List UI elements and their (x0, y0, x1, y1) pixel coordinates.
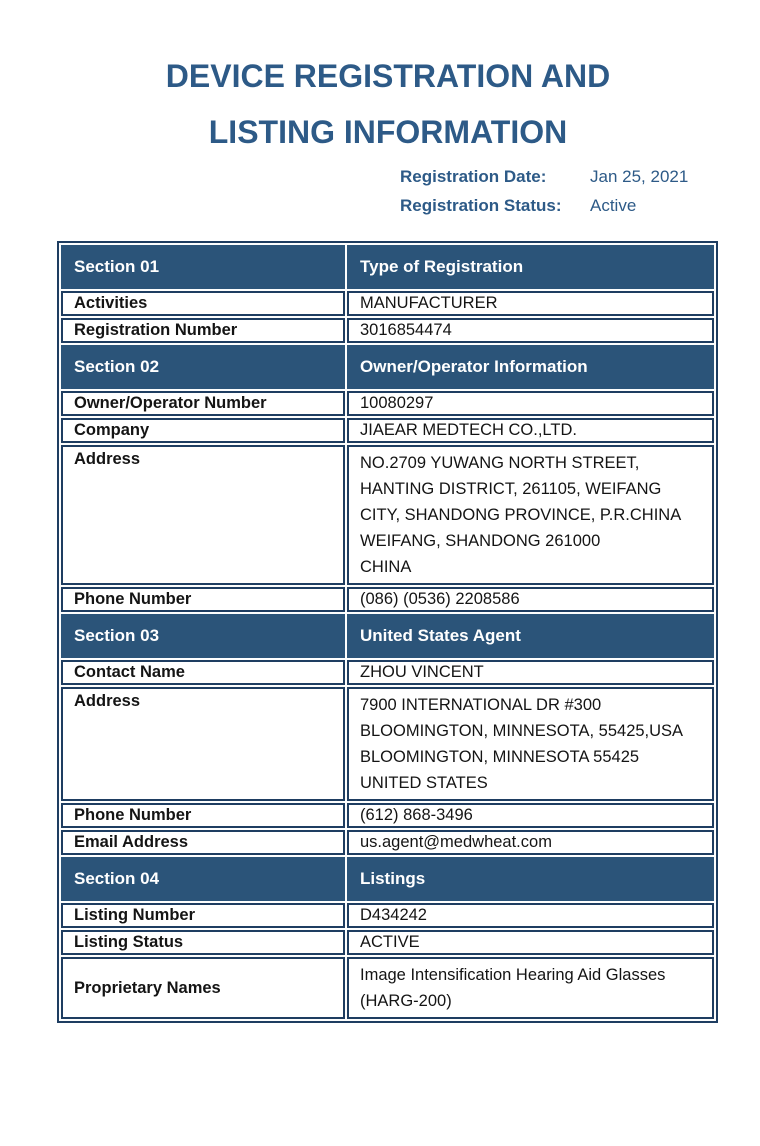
row-value (347, 687, 714, 801)
row-value: 10080297 (347, 391, 714, 416)
value-line: NO.2709 YUWANG NORTH STREET, (360, 454, 640, 472)
table-row (61, 445, 714, 585)
value-line: Image Intensification Hearing Aid Glasses (360, 966, 666, 984)
row-label: Phone Number (61, 803, 345, 828)
registration-date-row (400, 162, 760, 191)
section-header-row (61, 345, 714, 389)
section-title: Owner/Operator Information (347, 345, 714, 389)
value-line: BLOOMINGTON, MINNESOTA, 55425,USA (360, 722, 684, 740)
value-line: CITY, SHANDONG PROVINCE, P.R.CHINA (360, 506, 682, 524)
table-row (61, 687, 714, 801)
registration-status-row (400, 191, 760, 220)
row-value: JIAEAR MEDTECH CO.,LTD. (347, 418, 714, 443)
page-title-line2: LISTING INFORMATION (208, 114, 568, 150)
registration-status-value: Active (590, 196, 637, 215)
row-label: Address (61, 445, 345, 585)
row-label: Contact Name (61, 660, 345, 685)
section-title: Listings (347, 857, 714, 901)
row-value: (086) (0536) 2208586 (347, 587, 714, 612)
section-number: Section 01 (61, 245, 345, 289)
row-label: Email Address (61, 830, 345, 855)
table-row (61, 830, 714, 855)
row-value: ACTIVE (347, 930, 714, 955)
section-title: United States Agent (347, 614, 714, 658)
table-row (61, 660, 714, 685)
row-label: Proprietary Names (61, 957, 345, 1019)
registration-table-body (61, 245, 714, 1019)
row-label: Activities (61, 291, 345, 316)
row-value: ZHOU VINCENT (347, 660, 714, 685)
registration-meta (400, 162, 760, 220)
value-line: WEIFANG, SHANDONG 261000 (360, 532, 601, 550)
table-row (61, 587, 714, 612)
row-label: Phone Number (61, 587, 345, 612)
row-label: Company (61, 418, 345, 443)
page-title-line1: DEVICE REGISTRATION AND (165, 58, 611, 94)
table-row (61, 291, 714, 316)
section-header-row (61, 614, 714, 658)
row-label: Owner/Operator Number (61, 391, 345, 416)
value-line: BLOOMINGTON, MINNESOTA 55425 (360, 748, 640, 766)
row-label: Listing Status (61, 930, 345, 955)
value-line: UNITED STATES (360, 774, 488, 792)
section-number: Section 04 (61, 857, 345, 901)
table-row (61, 957, 714, 1019)
table-row (61, 418, 714, 443)
page-title (58, 0, 718, 160)
row-value: us.agent@medwheat.com (347, 830, 714, 855)
value-line: HANTING DISTRICT, 261105, WEIFANG (360, 480, 662, 498)
row-value: 3016854474 (347, 318, 714, 343)
registration-date-value: Jan 25, 2021 (590, 167, 689, 186)
table-row (61, 803, 714, 828)
row-label: Listing Number (61, 903, 345, 928)
row-value: D434242 (347, 903, 714, 928)
section-number: Section 03 (61, 614, 345, 658)
section-title: Type of Registration (347, 245, 714, 289)
value-line: (HARG-200) (360, 992, 452, 1010)
registration-status-label: Registration Status: (400, 196, 562, 215)
section-header-row (61, 245, 714, 289)
table-row (61, 391, 714, 416)
row-label: Address (61, 687, 345, 801)
value-line: CHINA (360, 558, 412, 576)
registration-date-label: Registration Date: (400, 167, 547, 186)
section-header-row (61, 857, 714, 901)
value-line: 7900 INTERNATIONAL DR #300 (360, 696, 602, 714)
table-row (61, 903, 714, 928)
registration-table (57, 241, 718, 1023)
row-value (347, 445, 714, 585)
row-value: (612) 868-3496 (347, 803, 714, 828)
row-label: Registration Number (61, 318, 345, 343)
row-value: MANUFACTURER (347, 291, 714, 316)
table-row (61, 930, 714, 955)
section-number: Section 02 (61, 345, 345, 389)
row-value (347, 957, 714, 1019)
table-row (61, 318, 714, 343)
